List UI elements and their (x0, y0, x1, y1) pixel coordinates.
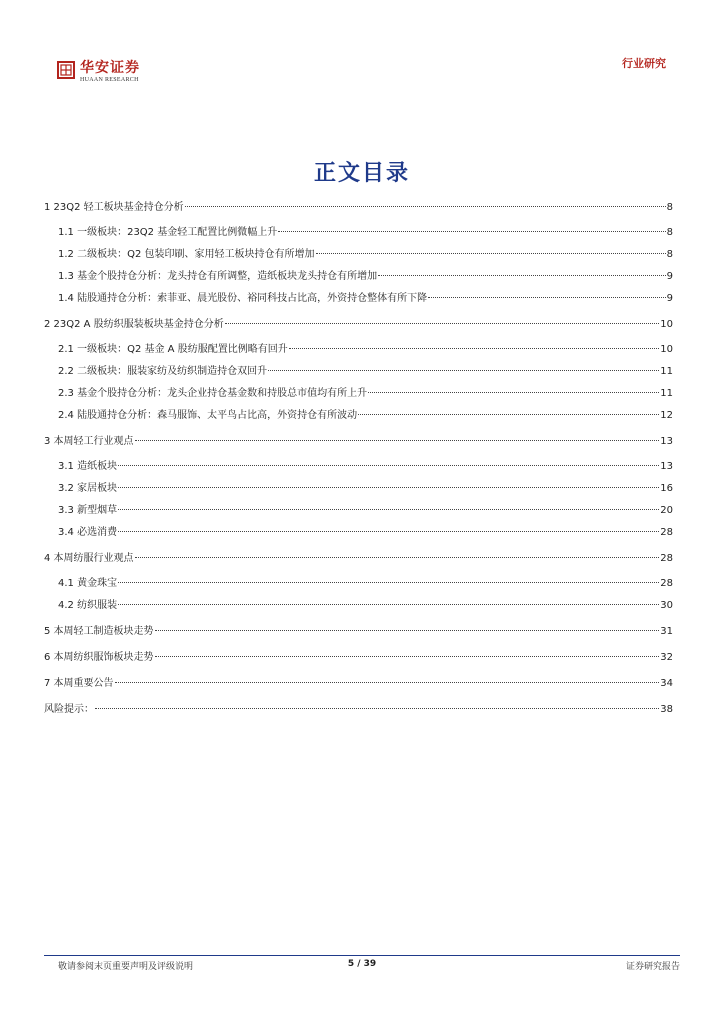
toc-leader-dots (118, 581, 659, 583)
toc-leader-dots (135, 556, 660, 558)
toc-entry-page: 34 (660, 678, 673, 689)
toc-entry-label: 1 23Q2 轻工板块基金持仓分析 (44, 202, 184, 213)
toc-leader-dots (155, 655, 660, 657)
toc-entry-label: 2.2 二级板块：服装家纺及纺织制造持仓双回升 (58, 366, 268, 377)
toc-leader-dots (428, 296, 666, 298)
toc-entry-page: 28 (660, 553, 673, 564)
toc-entry-label: 4.1 黄金珠宝 (58, 578, 118, 589)
toc-entry-label: 3 本周轻工行业观点 (44, 436, 134, 447)
toc-subentry[interactable] (44, 364, 673, 379)
toc-entry-page: 31 (660, 626, 673, 637)
toc-entry-label: 2.3 基金个股持仓分析：龙头企业持仓基金数和持股总市值均有所上升 (58, 388, 368, 399)
toc-subentry[interactable] (44, 481, 673, 496)
toc-entry-page: 20 (660, 505, 673, 516)
toc-entry-page: 12 (660, 410, 673, 421)
page-title: 正文目录 (313, 160, 410, 186)
toc-entry-label: 3.1 造纸板块 (58, 461, 118, 472)
toc-leader-dots (118, 530, 659, 532)
toc-leader-dots (378, 274, 666, 276)
toc-entry-page: 9 (666, 271, 673, 282)
toc-entry-label: 1.1 一级板块：23Q2 基金轻工配置比例微幅上升 (58, 227, 278, 238)
toc-entry-label: 5 本周轻工制造板块走势 (44, 626, 154, 637)
toc-entry-label: 3.3 新型烟草 (58, 505, 118, 516)
page-number: 5 / 39 (347, 959, 377, 969)
footer-report-type: 证券研究报告 (625, 962, 680, 972)
toc-entry-label: 1.2 二级板块：Q2 包装印刷、家用轻工板块持仓有所增加 (58, 249, 315, 260)
toc-leader-dots (135, 439, 660, 441)
toc-entry-label: 6 本周纺织服饰板块走势 (44, 652, 154, 663)
toc-entry-label: 1.4 陆股通持仓分析：索菲亚、晨光股份、裕同科技占比高，外资持仓整体有所下降 (58, 293, 428, 304)
toc-subentry[interactable] (44, 525, 673, 540)
toc-entry-page: 9 (666, 293, 673, 304)
toc-leader-dots (115, 681, 660, 683)
toc-subentry[interactable] (44, 576, 673, 591)
report-category-label: 行业研究 (622, 57, 666, 70)
toc-entry-label: 4 本周纺服行业观点 (44, 553, 134, 564)
toc-leader-dots (225, 322, 660, 324)
toc-subentry[interactable] (44, 503, 673, 518)
toc-leader-dots (358, 413, 659, 415)
toc-subentry[interactable] (44, 247, 673, 262)
toc-entry-page: 8 (666, 249, 673, 260)
toc-leader-dots (368, 391, 659, 393)
table-of-contents (44, 200, 673, 717)
toc-entry-label: 1.3 基金个股持仓分析：龙头持仓有所调整，造纸板块龙头持仓有所增加 (58, 271, 378, 282)
toc-leader-dots (155, 629, 660, 631)
toc-subentry[interactable] (44, 342, 673, 357)
toc-leader-dots (118, 508, 659, 510)
toc-entry[interactable] (44, 650, 673, 665)
toc-subentry[interactable] (44, 598, 673, 613)
huaan-logo-icon (57, 61, 75, 79)
toc-entry-page: 32 (660, 652, 673, 663)
toc-entry[interactable] (44, 624, 673, 639)
footer-divider (44, 955, 680, 956)
toc-entry-label: 风险提示： (44, 704, 94, 715)
footer-disclaimer: 敬请参阅末页重要声明及评级说明 (58, 962, 194, 972)
toc-subentry[interactable] (44, 269, 673, 284)
toc-entry-page: 38 (660, 704, 673, 715)
toc-entry[interactable] (44, 200, 673, 215)
toc-entry-label: 4.2 纺织服装 (58, 600, 118, 611)
toc-entry-page: 8 (666, 227, 673, 238)
toc-entry-page: 16 (660, 483, 673, 494)
toc-subentry[interactable] (44, 386, 673, 401)
toc-entry-page: 28 (660, 578, 673, 589)
logo-chinese-name: 华安证券 (80, 60, 140, 76)
toc-leader-dots (118, 603, 659, 605)
toc-leader-dots (185, 205, 666, 207)
toc-leader-dots (118, 464, 659, 466)
toc-entry-label: 2 23Q2 A 股纺织服装板块基金持仓分析 (44, 319, 224, 330)
toc-subentry[interactable] (44, 225, 673, 240)
toc-entry-page: 28 (660, 527, 673, 538)
toc-entry[interactable] (44, 676, 673, 691)
page-header (0, 0, 724, 100)
toc-entry[interactable] (44, 551, 673, 566)
toc-entry-label: 3.2 家居板块 (58, 483, 118, 494)
toc-entry-page: 11 (660, 366, 673, 377)
toc-entry-page: 8 (666, 202, 673, 213)
toc-leader-dots (118, 486, 659, 488)
toc-entry-page: 10 (660, 344, 673, 355)
toc-entry-label: 7 本周重要公告 (44, 678, 114, 689)
toc-entry-label: 3.4 必选消费 (58, 527, 118, 538)
toc-leader-dots (95, 707, 659, 709)
toc-entry-page: 11 (660, 388, 673, 399)
toc-entry[interactable] (44, 434, 673, 449)
toc-leader-dots (316, 252, 666, 254)
toc-subentry[interactable] (44, 459, 673, 474)
toc-entry[interactable] (44, 702, 673, 717)
toc-subentry[interactable] (44, 408, 673, 423)
toc-subentry[interactable] (44, 291, 673, 306)
toc-leader-dots (268, 369, 659, 371)
logo-english-name: HUAAN RESEARCH (80, 77, 139, 83)
toc-entry-label: 2.1 一级板块：Q2 基金 A 股纺服配置比例略有回升 (58, 344, 288, 355)
toc-leader-dots (278, 230, 665, 232)
toc-entry-label: 2.4 陆股通持仓分析：森马服饰、太平鸟占比高，外资持仓有所波动 (58, 410, 358, 421)
toc-entry-page: 10 (660, 319, 673, 330)
toc-entry-page: 13 (660, 461, 673, 472)
toc-entry[interactable] (44, 317, 673, 332)
toc-entry-page: 30 (660, 600, 673, 611)
toc-entry-page: 13 (660, 436, 673, 447)
toc-leader-dots (289, 347, 660, 349)
